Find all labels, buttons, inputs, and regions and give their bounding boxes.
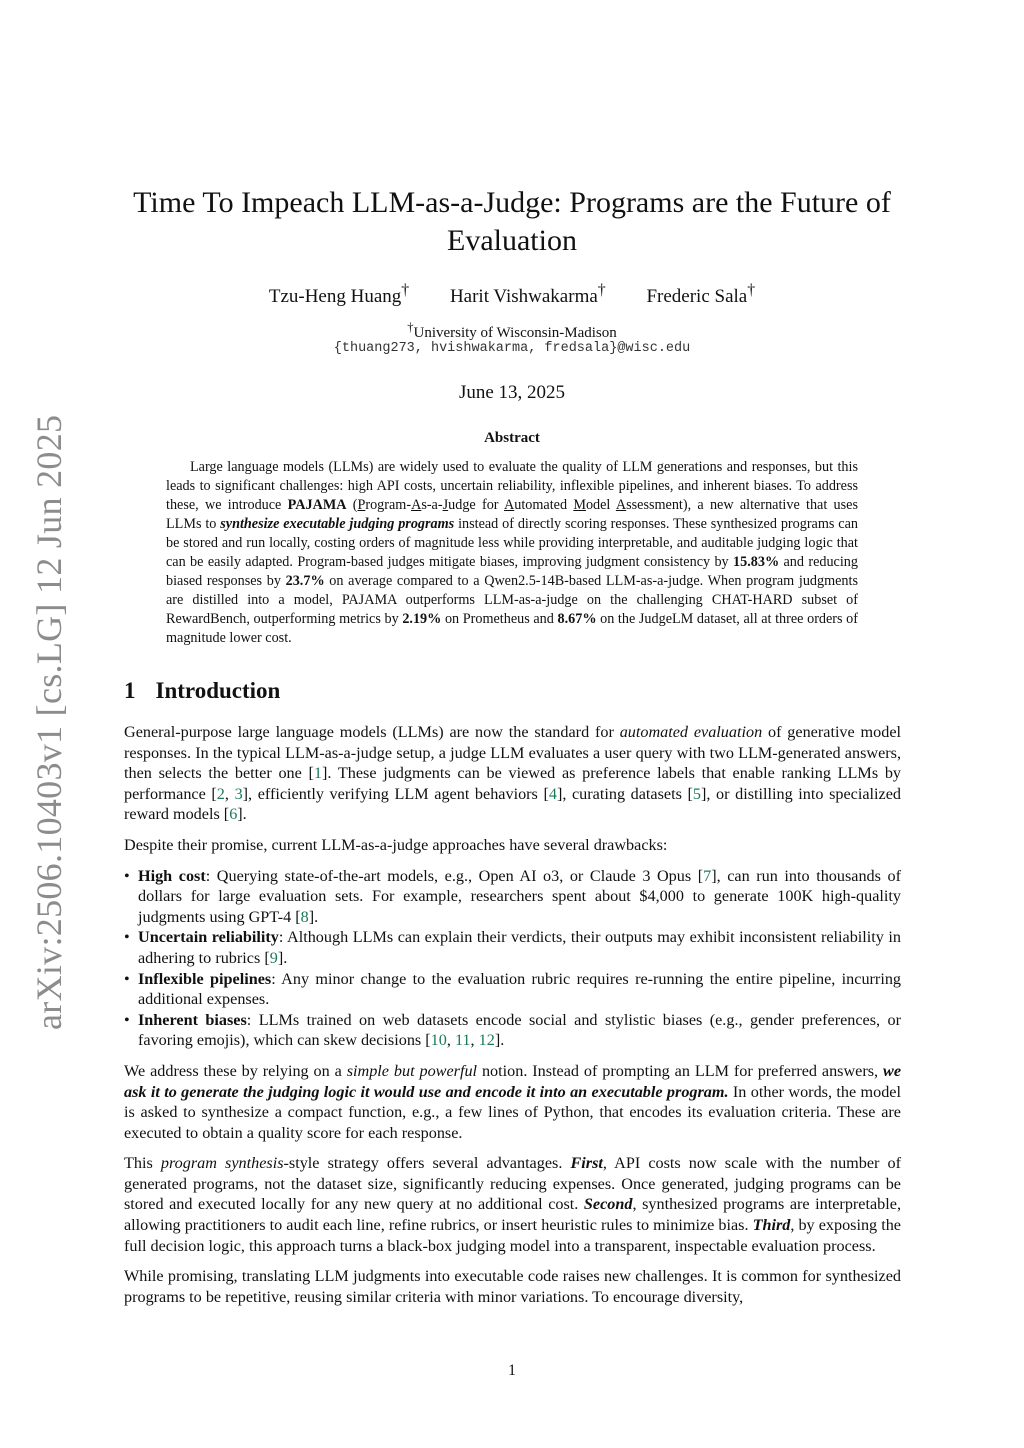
- citation-link[interactable]: 9: [269, 948, 278, 967]
- list-item: • High cost: Querying state-of-the-art models, e.g., Open AI o3, or Claude 3 Opus [7], can run into thousands of dollars for large evaluation sets. For example, researchers spent about $4,000 to generate 100K high-quality judgments using GPT-4 [8].: [124, 866, 901, 926]
- section-heading: 1 Introduction: [124, 678, 281, 703]
- arxiv-side-label: arXiv:2506.10403v1 [cs.LG] 12 Jun 2025: [29, 414, 69, 1030]
- abstract-heading: Abstract: [484, 430, 540, 446]
- paragraph: Despite their promise, current LLM-as-a-judge approaches have several drawbacks:: [124, 835, 668, 854]
- affiliation: †University of Wisconsin-Madison: [407, 320, 617, 341]
- paper-date: June 13, 2025: [458, 382, 566, 403]
- citation-link[interactable]: 1: [313, 764, 323, 783]
- introduction-body: [124, 722, 901, 1317]
- paragraph: General-purpose large language models (LLMs) are now the standard for automated evaluation of generative model responses. In the typical LLM-as-a-judge setup, a judge LLM evaluates a user query with two LLM-generated answers, then selects the better one [1]. These judgments can be viewed as preference labels that enable ranking LLMs by performance [2, 3], efficiently verifying LLM agent behaviors [4], curating datasets [5], or distilling into specialized reward models [6].: [124, 723, 902, 824]
- author-name: Harit Vishwakarma†: [449, 282, 606, 308]
- paragraph: This program synthesis-style strategy offers several advantages. First, API costs now scale with the number of generated programs, not the dataset size, significantly reducing expenses. Once generated, judging programs can be stored and executed locally for any new query at no additional cost. Second, synthesized programs are interpretable, allowing practitioners to audit each line, refine rubrics, or insert heuristic rules to minimize bias. Third, by exposing the full decision logic, this approach turns a black-box judging model into a transparent, inspectable evaluation process.: [124, 1154, 902, 1255]
- citation-link[interactable]: 12: [478, 1031, 495, 1050]
- citation-link[interactable]: 7: [703, 866, 712, 885]
- citation-link[interactable]: 4: [548, 784, 557, 803]
- citation-link[interactable]: 10: [430, 1031, 447, 1050]
- author-list: [0, 282, 1024, 308]
- citation-link[interactable]: 11: [454, 1031, 471, 1050]
- citation-link[interactable]: 2: [216, 784, 225, 803]
- citation-link[interactable]: 5: [692, 784, 701, 803]
- citation-link[interactable]: 6: [229, 805, 238, 824]
- paper-title: Time To Impeach LLM-as-a-Judge: Programs are the Future of Evaluation: [133, 186, 891, 257]
- citation-link[interactable]: 3: [234, 784, 243, 803]
- list-item: • Inherent biases: LLMs trained on web datasets encode social and stylistic biases (e.g., gender preferences, or favoring emojis), which can skew decisions [10, 11, 12].: [124, 1010, 901, 1050]
- drawback-list: [124, 866, 901, 1051]
- citation-link[interactable]: 8: [300, 907, 309, 926]
- abstract-text: Large language models (LLMs) are widely used to evaluate the quality of LLM generations and responses, but this leads to significant challenges: high API costs, uncertain reliability, inflexible pipelines, and inherent biases. To address these, we introduce PAJAMA (Program-As-a-Judge for Automated Model Assessment), a new alternative that uses LLMs to synthesize executable judging programs instead of directly scoring responses. These synthesized programs can be stored and run locally, costing orders of magnitude less while providing interpretable, and auditable judging logic that can be easily adapted. Program-based judges mitigate biases, improving judgment consistency by 15.83% and reducing biased responses by 23.7% on average compared to a Qwen2.5-14B-based LLM-as-a-judge. When program judgments are distilled into a model, PAJAMA outperforms LLM-as-a-judge on the challenging CHAT-HARD subset of RewardBench, outperforming metrics by 2.19% on Prometheus and 8.67% on the JudgeLM dataset, all at three orders of magnitude lower cost.: [166, 459, 858, 646]
- author-emails: {thuang273, hvishwakarma, fredsala}@wisc.edu: [333, 341, 691, 356]
- list-item: • Inflexible pipelines: Any minor change to the evaluation rubric requires re-running the entire pipeline, incurring additional expenses.: [124, 969, 902, 1009]
- list-item: • Uncertain reliability: Although LLMs can explain their verdicts, their outputs may exhibit inconsistent reliability in adhering to rubrics [9].: [124, 928, 901, 967]
- author-name: Tzu-Heng Huang†: [268, 282, 410, 308]
- paragraph: We address these by relying on a simple but powerful notion. Instead of prompting an LLM for preferred answers, we ask it to generate the judging logic it would use and encode it into an executable program. In other words, the model is asked to synthesize a compact function, e.g., a few lines of Python, that encodes its evaluation criteria. These are executed to obtain a quality score for each response.: [124, 1061, 901, 1142]
- page-number: 1: [508, 1362, 516, 1379]
- paragraph: While promising, translating LLM judgments into executable code raises new challenges. It is common for synthesized programs to be repetitive, reusing similar criteria with minor variations. To encourage diversity,: [124, 1267, 901, 1306]
- author-name: Frederic Sala†: [646, 282, 756, 308]
